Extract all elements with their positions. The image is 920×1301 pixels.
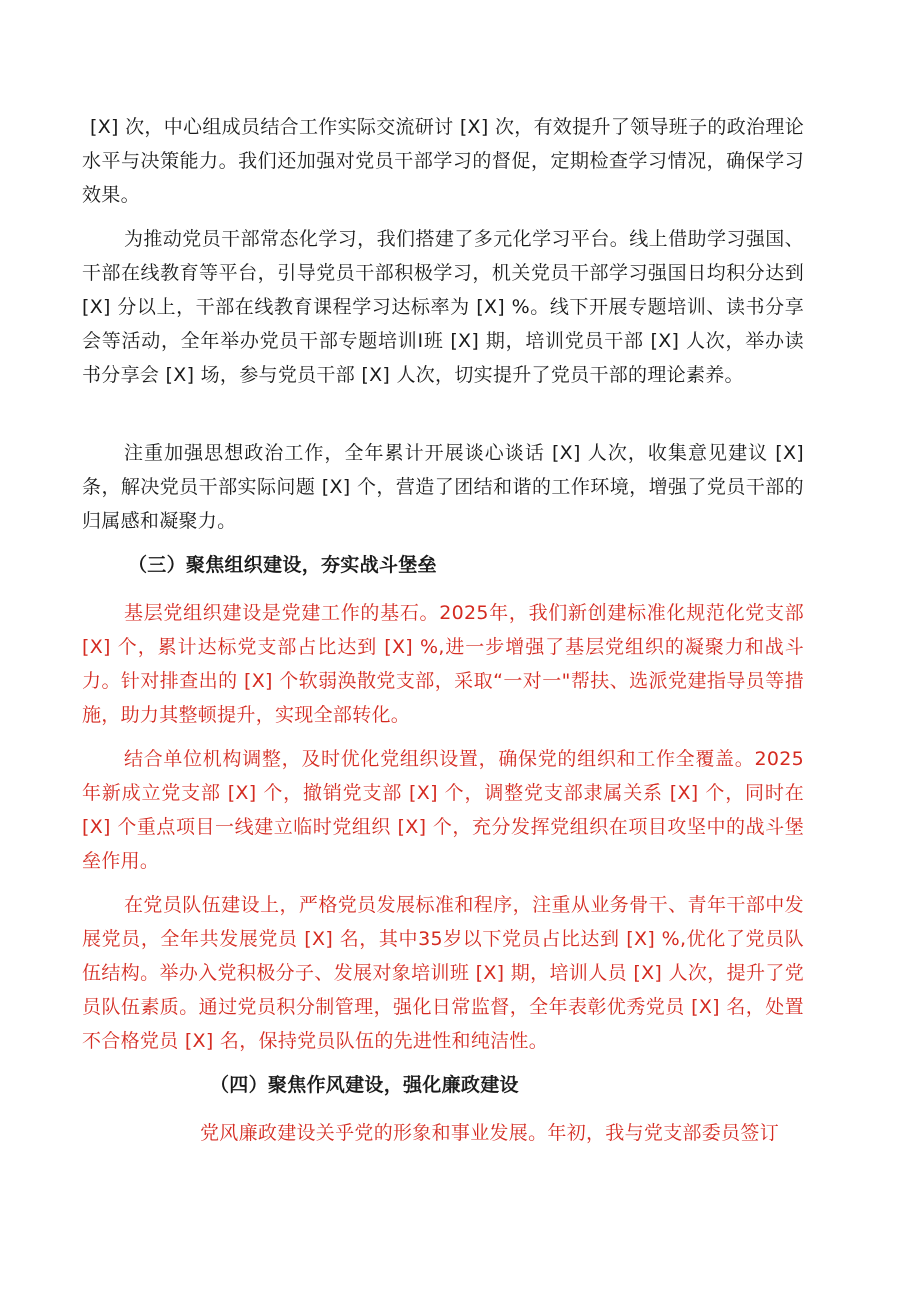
section-heading-conduct: （四）聚焦作风建设，强化廉政建设 bbox=[210, 1074, 519, 1096]
paragraph-study-results: [X] 次，中心组成员结合工作实际交流研讨 [X] 次，有效提升了领导班子的政治理论水平与决策能力。我们还加强对党员干部学习的督促，定期检查学习情况，确保学习效果。 bbox=[82, 116, 804, 206]
section-heading-organization: （三）聚焦组织建设，夯实战斗堡垒 bbox=[128, 554, 437, 576]
paragraph-grassroots-organization: 基层党组织建设是党建工作的基石。2025年，我们新创建标准化规范化党支部 [X] 个，累计达标党支部占比达到 [X] %,进一步增强了基层党组织的凝聚力和战斗力。针对排查出的 [X] 个软弱涣散党支部，采取“一对一"帮扶、选派党建指导员等措施，助力其整顿提升，实现全部转化。 bbox=[82, 602, 811, 726]
paragraph-party-member-team: 在党员队伍建设上，严格党员发展标准和程序，注重从业务骨干、青年干部中发展党员，全年共发展党员 [X] 名，其中35岁以下党员占比达到 [X] %,优化了党员队伍结构。举办入党积极分子、发展对象培训班 [X] 期，培训人员 [X] 人次，提升了党员队伍素质。通过党员积分制管理，强化日常监督，全年表彰优秀党员 [X] 名，处置不合格党员 [X] 名，保持党员队伍的先进性和纯洁性。 bbox=[82, 894, 804, 1052]
paragraph-clean-governance: 党风廉政建设关乎党的形象和事业发展。年初，我与党支部委员签订 bbox=[200, 1122, 780, 1144]
paragraph-study-platform: 为推动党员干部常态化学习，我们搭建了多元化学习平台。线上借助学习强国、干部在线教育等平台，引导党员干部积极学习，机关党员干部学习强国日均积分达到 [X] 分以上，干部在线教育课程学习达标率为 [X] %。线下开展专题培训、读书分享会等活动，全年举办党员干部专题培训I班 [X] 期，培训党员干部 [X] 人次，举办读书分享会 [X] 场，参与党员干部 [X] 人次，切实提升了党员干部的理论素养。 bbox=[82, 228, 811, 386]
paragraph-organization-setup: 结合单位机构调整，及时优化党组织设置，确保党的组织和工作全覆盖。2025年新成立党支部 [X] 个，撤销党支部 [X] 个，调整党支部隶属关系 [X] 个，同时在 [X] 个重点项目一线建立临时党组织 [X] 个，充分发挥党组织在项目攻坚中的战斗堡垒作用。 bbox=[82, 748, 811, 872]
paragraph-ideological-work: 注重加强思想政治工作，全年累计开展谈心谈话 [X] 人次，收集意见建议 [X] 条，解决党员干部实际问题 [X] 个，营造了团结和谐的工作环境，增强了党员干部的归属感和凝聚力。 bbox=[82, 442, 811, 532]
